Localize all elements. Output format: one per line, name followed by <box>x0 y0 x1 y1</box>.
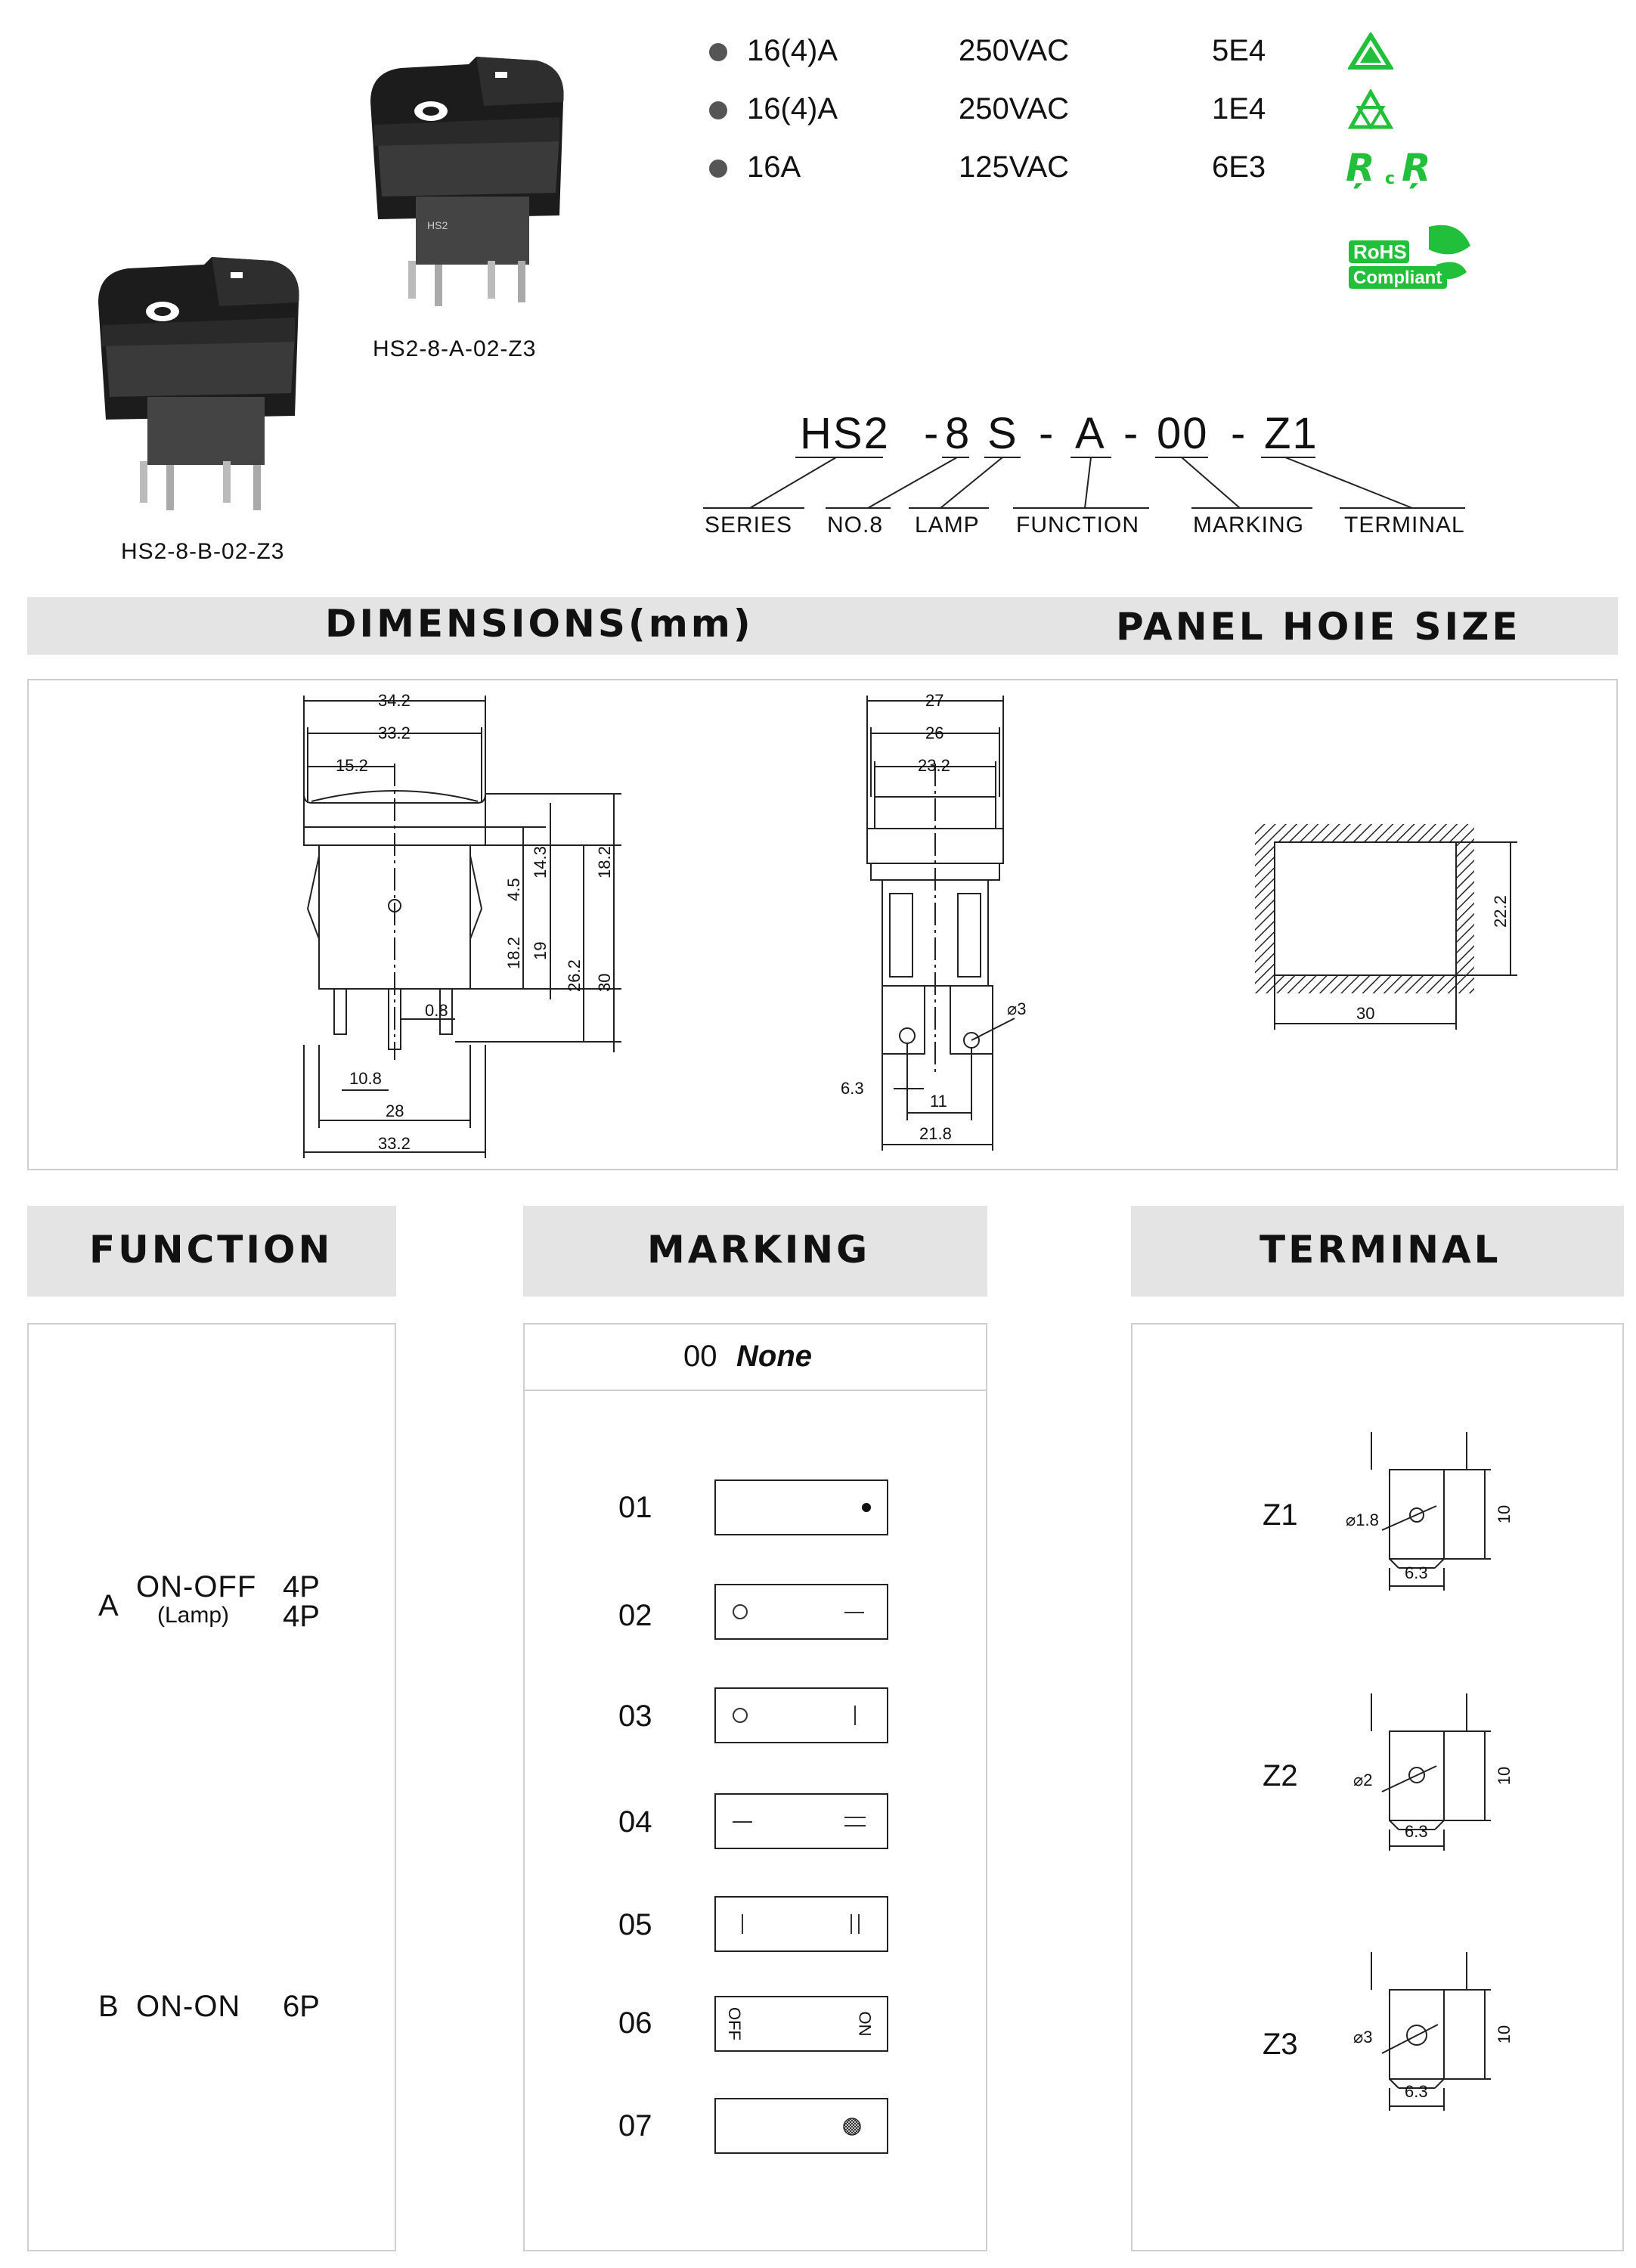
dim-label: 4.5 <box>504 878 523 901</box>
code-terminal: Z1 <box>1264 409 1318 458</box>
product-caption-a: HS2-8-A-02-Z3 <box>373 336 537 361</box>
rohs-text: RoHS <box>1353 240 1407 263</box>
dim-label: 33.2 <box>378 723 411 742</box>
circle-icon <box>733 1708 748 1723</box>
svg-text:Ŗ: Ŗ <box>1402 147 1431 190</box>
panel-hole-drawing <box>1255 824 1517 1030</box>
code-dash: - <box>1123 409 1140 458</box>
terminal-drawings <box>1132 1325 1622 2250</box>
dim-label: 26 <box>925 723 944 742</box>
function-b-name: ON-ON <box>136 1990 241 2023</box>
code-marking: 00 <box>1157 409 1209 458</box>
marking-swatch <box>714 1793 888 1849</box>
label-terminal: TERMINAL <box>1344 513 1465 538</box>
dim-label: 0.8 <box>425 1001 448 1020</box>
rating-life: 1E4 <box>1212 92 1266 125</box>
marking-code: 06 <box>618 2006 652 2040</box>
dim-label: 15.2 <box>336 756 368 775</box>
marking-swatch <box>714 1896 888 1952</box>
marking-code: 04 <box>618 1805 652 1839</box>
dimensions-title: DIMENSIONS(mm) <box>325 602 754 646</box>
dim-label: 34.2 <box>378 691 411 710</box>
terminal-hole-dim: ⌀3 <box>1353 2028 1373 2046</box>
marking-code: 07 <box>618 2109 652 2143</box>
svg-text:c: c <box>1385 169 1396 188</box>
hatched-dot-icon <box>841 2116 863 2137</box>
rating-current: 16(4)A <box>747 92 838 125</box>
marking-code: 03 <box>618 1699 652 1733</box>
rohs-compliant-text: Compliant <box>1353 268 1442 288</box>
terminal-length-dim: 10 <box>1495 2025 1514 2044</box>
function-title: FUNCTION <box>89 1228 333 1272</box>
on-text: ON <box>855 2011 875 2037</box>
function-a-pins: 4P <box>283 1600 320 1633</box>
function-a-letter: A <box>98 1589 119 1622</box>
function-b-pins: 6P <box>283 1990 320 2023</box>
function-a-sub: (Lamp) <box>157 1603 230 1628</box>
label-series: SERIES <box>705 513 793 538</box>
label-function: FUNCTION <box>1016 513 1139 538</box>
rating-life: 5E4 <box>1212 34 1266 67</box>
dim-label: 30 <box>595 973 614 992</box>
rating-current: 16(4)A <box>747 34 838 67</box>
label-lamp: LAMP <box>915 513 980 538</box>
product-caption-b: HS2-8-B-02-Z3 <box>121 539 285 564</box>
double-bar-icon <box>851 1914 852 1934</box>
code-dash: - <box>1231 409 1247 458</box>
dim-label: 33.2 <box>378 1134 411 1153</box>
marking-swatch <box>714 1687 888 1743</box>
dash-icon <box>844 1612 864 1613</box>
circle-icon <box>733 1604 748 1619</box>
terminal-width-dim: 6.3 <box>1405 1822 1428 1841</box>
dim-label: 27 <box>925 691 944 710</box>
marking-code: 01 <box>618 1491 652 1524</box>
terminal-code: Z2 <box>1263 1759 1298 1792</box>
dim-label: 19 <box>531 941 550 960</box>
rating-life: 6E3 <box>1212 150 1266 184</box>
bar-icon <box>854 1706 856 1725</box>
dot-icon <box>862 1503 871 1512</box>
dim-label: 18.2 <box>504 937 523 969</box>
code-dash: - <box>924 409 940 458</box>
marking-header-code: 00 <box>683 1340 717 1373</box>
marking-title: MARKING <box>647 1228 871 1272</box>
marking-header-text: None <box>736 1340 812 1373</box>
dim-label: 28 <box>386 1101 404 1120</box>
marking-swatch <box>714 1479 888 1535</box>
terminal-code: Z1 <box>1263 1498 1298 1532</box>
terminal-length-dim: 10 <box>1495 1504 1514 1524</box>
marking-swatch <box>714 1996 888 2052</box>
code-function: A <box>1075 409 1106 458</box>
dash-icon <box>733 1821 752 1823</box>
terminal-width-dim: 6.3 <box>1405 2082 1428 2101</box>
technical-drawings <box>29 680 1616 1169</box>
marking-code: 02 <box>618 1599 652 1632</box>
panel-width-label: 30 <box>1356 1004 1375 1023</box>
code-number: 8 <box>945 409 971 458</box>
code-leader-lines <box>0 0 1636 544</box>
function-b-letter: B <box>98 1990 119 2023</box>
svg-text:Ŗ: Ŗ <box>1346 147 1375 190</box>
bar-icon <box>742 1914 743 1934</box>
double-dash-icon <box>844 1817 866 1818</box>
rating-voltage: 125VAC <box>959 150 1070 184</box>
marking-code: 05 <box>618 1908 652 1941</box>
off-text: OFF <box>725 2007 744 2040</box>
hole-dim-label: ⌀3 <box>1007 999 1027 1018</box>
terminal-hole-dim: ⌀1.8 <box>1346 1510 1379 1529</box>
dim-label: 21.8 <box>919 1124 952 1143</box>
dim-label: 10.8 <box>349 1069 382 1088</box>
function-a-pins: 4P <box>283 1570 320 1603</box>
rating-current: 16A <box>747 150 801 184</box>
rating-voltage: 250VAC <box>959 34 1070 67</box>
code-series: HS2 <box>800 409 890 458</box>
dim-label: 18.2 <box>595 846 614 878</box>
panel-hole-title: PANEL HOIE SIZE <box>1116 605 1521 649</box>
dim-label: 23.2 <box>918 756 950 775</box>
terminal-code: Z3 <box>1263 2028 1298 2061</box>
dimensions-panel <box>27 679 1618 1170</box>
product-label: HS2 <box>427 219 448 231</box>
dim-label: 11 <box>930 1092 947 1111</box>
code-lamp: S <box>987 409 1018 458</box>
function-a-name: ON-OFF <box>136 1570 257 1603</box>
dim-label: 6.3 <box>841 1079 864 1098</box>
terminal-title: TERMINAL <box>1260 1228 1501 1272</box>
rating-voltage: 250VAC <box>959 92 1070 125</box>
panel-height-label: 22.2 <box>1491 895 1510 928</box>
marking-swatch <box>714 1584 888 1640</box>
label-marking: MARKING <box>1193 513 1305 538</box>
dim-label: 26.2 <box>565 959 584 992</box>
divider <box>525 1390 986 1391</box>
dim-label: 14.3 <box>531 846 550 878</box>
label-number: NO.8 <box>827 513 884 538</box>
terminal-width-dim: 6.3 <box>1405 1563 1428 1582</box>
code-dash: - <box>1039 409 1055 458</box>
terminal-hole-dim: ⌀2 <box>1353 1771 1373 1789</box>
terminal-length-dim: 10 <box>1495 1766 1514 1786</box>
marking-swatch <box>714 2098 888 2154</box>
terminal-panel <box>1131 1323 1624 2251</box>
function-panel <box>27 1323 396 2251</box>
